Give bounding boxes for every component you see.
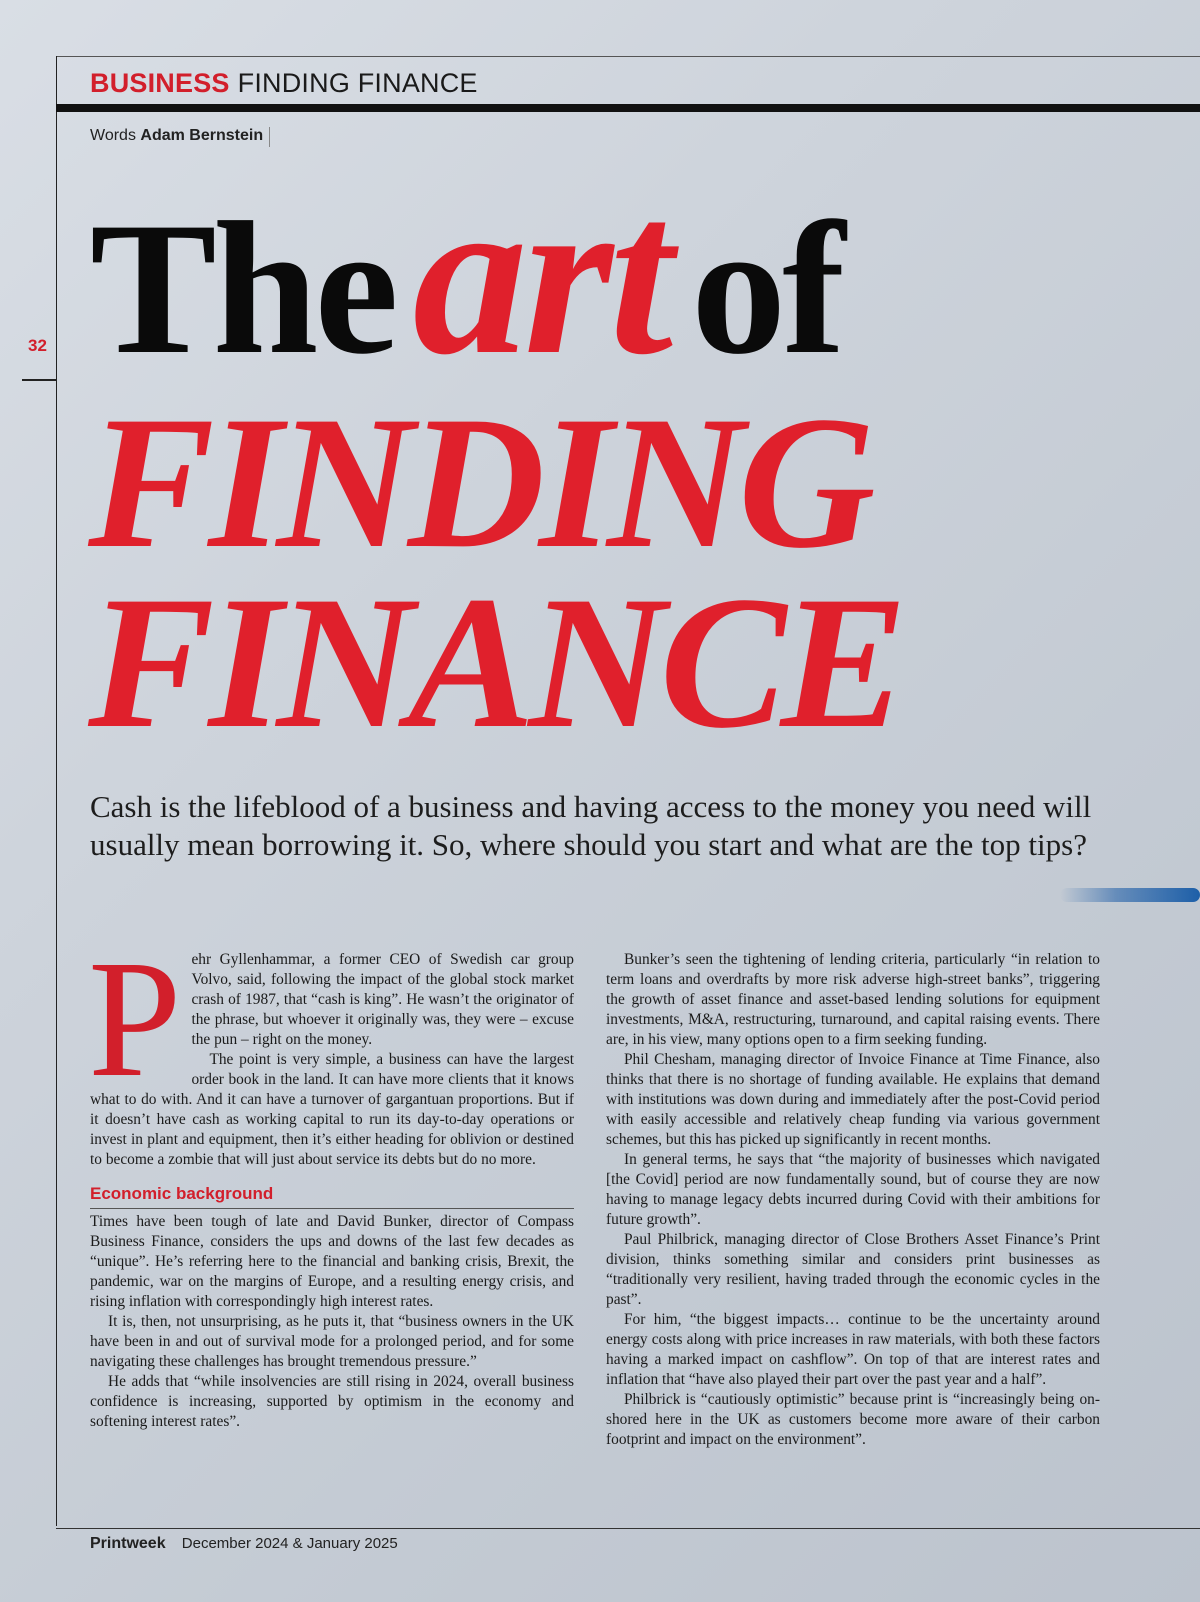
body-paragraph: He adds that “while insolvencies are still rising in 2024, overall business confidence is increasing, supported by optimism in the economy and softening interest rates”.	[90, 1373, 574, 1430]
byline	[90, 127, 270, 147]
footer-brand: Printweek	[90, 1535, 166, 1552]
body-paragraph: Paul Philbrick, managing director of Close Brothers Asset Finance’s Print division, thinks something similar and considers print businesses as “traditionally very resilient, having traded through the economic cycles in the past”.	[606, 1231, 1100, 1308]
page-frame-top-rule	[56, 56, 1200, 57]
subsection-name: FINDING FINANCE	[237, 68, 478, 98]
footer-issue-date: December 2024 & January 2025	[181, 1535, 398, 1552]
byline-author: Adam Bernstein	[140, 127, 264, 144]
headline-line-finding: FINDING	[88, 378, 870, 588]
headline-word-the: The	[90, 184, 395, 394]
page-frame-left-rule	[56, 56, 57, 1526]
body-paragraph: It is, then, not unsurprising, as he puts it, that “business owners in the UK have been in and out of survival mode for a prolonged period, and for some navigating these challenges has brought tremendous pressure.”	[90, 1313, 574, 1370]
headline-line-1	[90, 147, 842, 402]
section-label	[90, 68, 478, 99]
section-name: BUSINESS	[90, 68, 230, 98]
page-number-rule	[22, 379, 56, 381]
footer-rule	[56, 1528, 1200, 1529]
dropcap: P	[88, 926, 182, 1112]
body-paragraph: The point is very simple, a business can have the largest order book in the land. It can have more clients that it knows what to do with. And it can have a turnover of gargantuan proportions. But if it doesn’t have cash as working capital to run its day-to-day operations or invest in plant and equipment, then it’s either heading for oblivion or destined to become a zombie that will just about service its debts but do no more.	[90, 1051, 574, 1168]
body-paragraph: Times have been tough of late and David Bunker, director of Compass Business Finance, considers the ups and downs of the last few decades as “unique”. He’s referring here to the financial and banking crisis, Brexit, the pandemic, war on the margins of Europe, and a resulting energy crisis, and rising inflation with correspondingly high interest rates.	[90, 1213, 574, 1310]
body-paragraph: For him, “the biggest impacts… continue to be the uncertainty around energy costs along with price increases in raw materials, with both these factors having a marked impact on cashflow”. On top of that are interest rates and inflation that “have also played their part over the past year and a half”.	[606, 1311, 1100, 1388]
page-number: 32	[28, 336, 47, 355]
body-paragraph: ehr Gyllenhammar, a former CEO of Swedish car group Volvo, said, following the impact of the global stock market crash of 1987, that “cash is king”. He wasn’t the originator of the phrase, but whoever it originally was, they were – excuse the pun – right on the money.	[191, 951, 574, 1048]
standfirst: Cash is the lifeblood of a business and having access to the money you need will usually mean borrowing it. So, where should you start and what are the top tips?	[90, 789, 1092, 862]
headline-word-art: art	[412, 147, 670, 402]
footer	[90, 1535, 398, 1553]
body-paragraph: Phil Chesham, managing director of Invoice Finance at Time Finance, also thinks that there is no shortage of funding available. He explains that demand with institutions was down during and immediately after the post-Covid period with easily accessible and relatively cheap funding via various government schemes, but this has picked up significantly in recent months.	[606, 1051, 1100, 1148]
body-column-2	[606, 950, 1100, 1450]
subheading-economic-background: Economic background	[90, 1184, 574, 1209]
body-paragraph: In general terms, he says that “the majority of businesses which navigated [the Covid] period are now fundamentally sound, but of course they are now having to manage legacy debts incurred during Covid with their ambitions for future growth”.	[606, 1151, 1100, 1228]
body-paragraph: Philbrick is “cautiously optimistic” because print is “increasingly being on-shored here in the UK as customers become more aware of their carbon footprint and impact on the environment”.	[606, 1391, 1100, 1448]
header-rule	[56, 104, 1200, 112]
body-column-1	[88, 926, 574, 1432]
blue-streak-decoration	[1060, 888, 1200, 902]
byline-prefix: Words	[90, 127, 136, 144]
body-paragraph: Bunker’s seen the tightening of lending criteria, particularly “in relation to term loans and overdrafts by more risk adverse high-street banks”, triggering the growth of asset finance and asset-based lending solutions for equipment investments, M&A, restructuring, turnaround, and capital raising events. There are, in his view, many options open to a firm seeking funding.	[606, 951, 1100, 1048]
headline-line-finance: FINANCE	[88, 558, 902, 768]
headline-word-of: of	[691, 184, 842, 394]
